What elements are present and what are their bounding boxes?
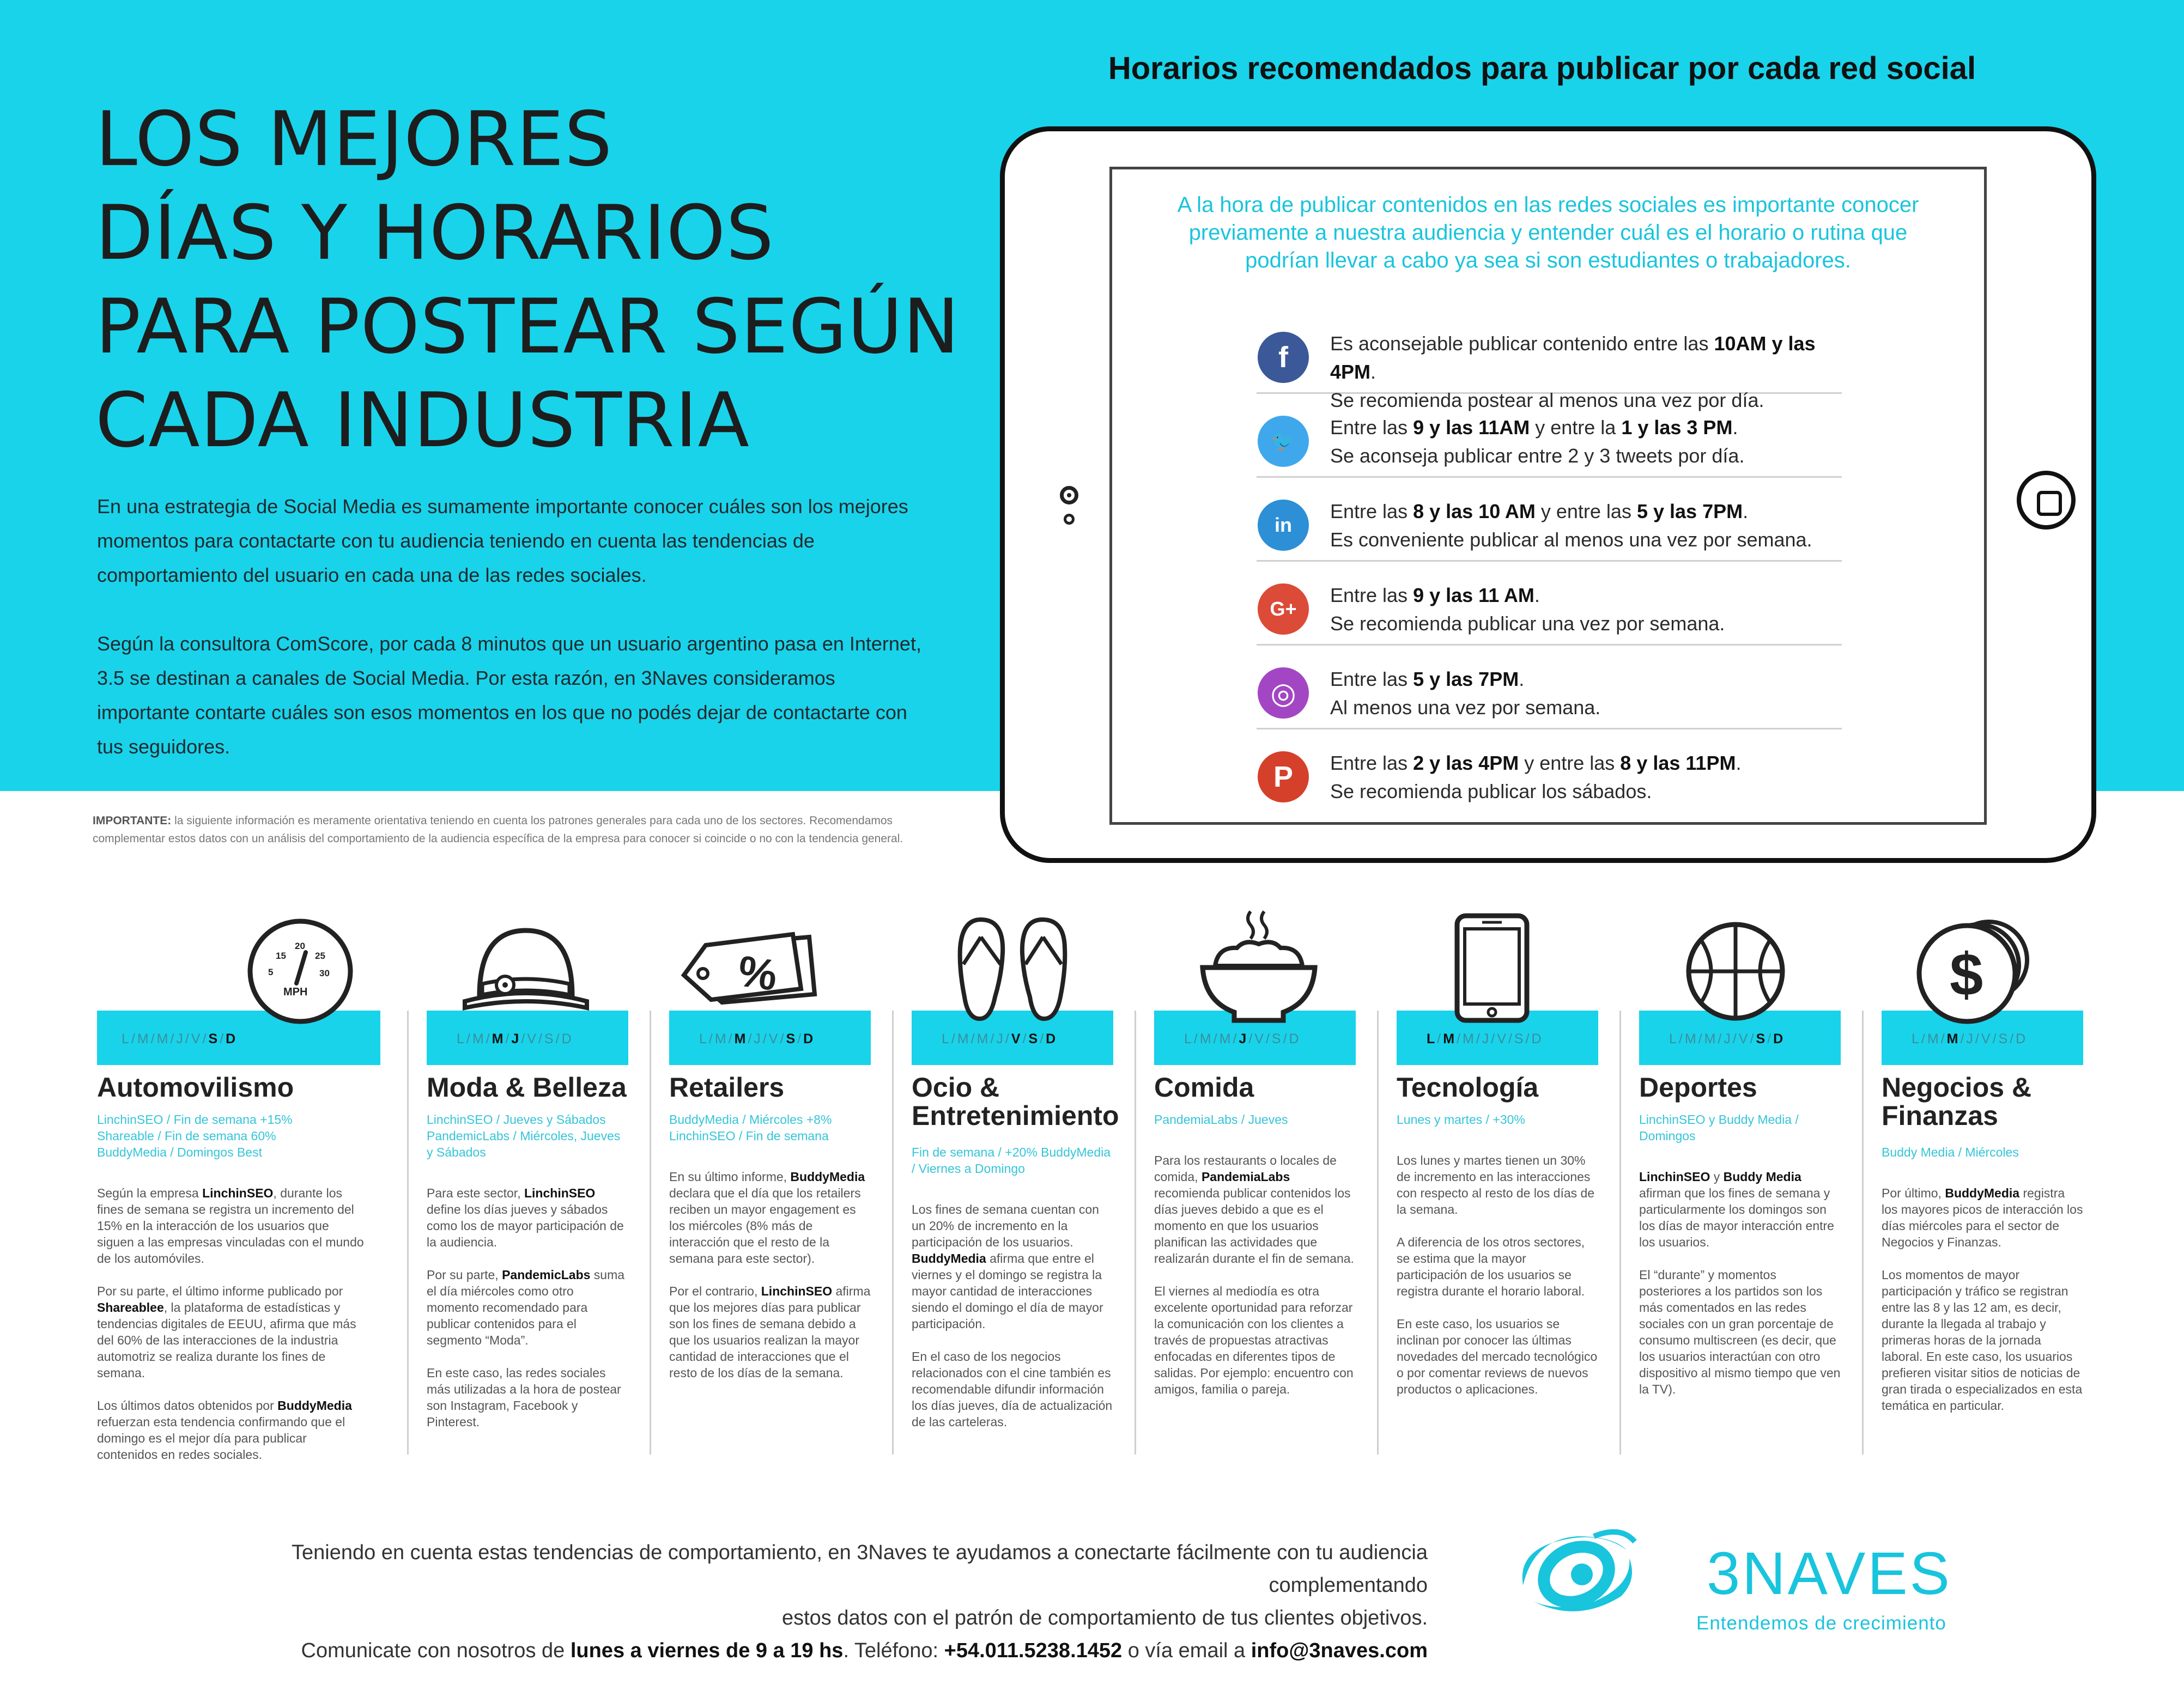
social-row: [1257, 478, 1842, 562]
description-paragraph: [1397, 1234, 1598, 1299]
highlight-text: BuddyMedia: [1945, 1186, 2020, 1200]
day-letter: M: [1463, 1031, 1476, 1047]
day-letter: J: [1724, 1031, 1733, 1047]
social-recommendation: [1330, 497, 1812, 554]
days-of-week: [122, 1031, 238, 1047]
day-letter: L: [942, 1031, 951, 1047]
day-highlight: V: [1011, 1031, 1023, 1047]
body-text: afirma que entre el viernes y el domingo se registra la mayor cantidad de interacciones siendo el domingo el día de mayor participación.: [912, 1251, 1103, 1331]
description-paragraph: [97, 1283, 364, 1381]
social-schedule: [1330, 581, 1725, 610]
industry-description: [912, 1201, 1113, 1446]
description-paragraph: [912, 1348, 1113, 1430]
intro-paragraph: En una estrategia de Social Media es sumamente importante conocer cuáles son los mejores momentos para contactarte con tu audiencia teniendo en cuenta las tendencias de comportamiento del usuario en cada una de las redes sociales.: [97, 495, 908, 586]
tablet-heading: Horarios recomendados para publicar por cada red social: [1108, 51, 1976, 86]
day-letter: L: [457, 1031, 466, 1047]
speedo-tick: 25: [315, 951, 325, 961]
day-letter: V: [768, 1031, 780, 1047]
highlight-text: 10AM y las 4PM: [1330, 332, 1816, 383]
industry-description: [1154, 1152, 1356, 1414]
day-letter: S: [1271, 1031, 1283, 1047]
title-line: DÍAS Y HORARIOS: [95, 189, 774, 277]
highlight-text: 5 y las 7PM: [1636, 500, 1743, 522]
industry-title-retailers: Retailers: [669, 1072, 785, 1103]
social-recommendation: [1330, 413, 1744, 470]
body-text: Los momentos de mayor participación y tráfico se registran entre las 8 y las 12 am, es decir, durante la llegada al trabajo y primeras horas de la jornada laboral. En este caso, los usuarios prefieren visitar sitios de noticias de gran tirada o especializados en esta temática en particular.: [1882, 1268, 2083, 1413]
day-letter: D: [1289, 1031, 1301, 1047]
day-highlight: D: [803, 1031, 816, 1047]
description-paragraph: [1639, 1267, 1841, 1397]
body-text: Por el contrario,: [669, 1284, 761, 1298]
instagram-icon: ◎: [1258, 667, 1309, 719]
day-letter: M: [957, 1031, 971, 1047]
day-separator: /: [1921, 1031, 1927, 1047]
days-of-week: [942, 1031, 1058, 1047]
disclaimer-text: la siguiente información es meramente orientativa teniendo en cuenta los patrones generales para cada uno de los sectores. Recomendamos complementar estos datos con un análisis del comportamiento de la audiencia específica de la empresa para conocer si coincide o no con la tendencia general.: [93, 814, 903, 845]
day-letter: J: [1966, 1031, 1975, 1047]
description-paragraph: [1882, 1267, 2083, 1414]
industry-source: PandemiaLabs / Jueves: [1154, 1112, 1288, 1127]
day-separator: /: [1233, 1031, 1239, 1047]
speedo-tick: 20: [295, 941, 305, 951]
day-separator: /: [1508, 1031, 1514, 1047]
body-text: afirma que los mejores días para publicar son los fines de semana debido a que los usuarios realizan la mayor cantidad de interacciones que el resto de los días de la semana.: [669, 1284, 871, 1380]
industry-title-moda-belleza: Moda & Belleza: [427, 1072, 627, 1103]
speedo-tick: 15: [276, 951, 286, 961]
body-text: Entre las: [1330, 416, 1413, 439]
column-divider: [407, 1011, 409, 1455]
day-separator: /: [1265, 1031, 1272, 1047]
body-text: .: [1736, 752, 1742, 774]
day-separator: /: [1213, 1031, 1220, 1047]
footer-line: Teniendo en cuenta estas tendencias de comportamiento, en 3Naves te ayudamos a conectarte fácilmente con tu audiencia complementando: [292, 1541, 1428, 1597]
highlight-text: BuddyMedia: [277, 1398, 352, 1413]
social-frequency: Es conveniente publicar al menos una vez por semana.: [1330, 528, 1812, 551]
body-text: Según la empresa: [97, 1186, 203, 1200]
body-text: El “durante” y momentos posteriores a los partidos son los más comentados en las redes sociales con un gran porcentaje de consumo multiscreen (es decir, que los usuarios interactúan con otro dispositivo al mismo tiempo que ven la TV).: [1639, 1268, 1841, 1396]
flip-flops-icon: [953, 915, 1072, 1024]
disclaimer: [93, 812, 943, 848]
day-separator: /: [1022, 1031, 1029, 1047]
intro-text: [97, 489, 925, 798]
sensor-icon: [1064, 514, 1075, 525]
social-frequency: Se recomienda postear al menos una vez por día.: [1330, 389, 1764, 411]
day-highlight: S: [1028, 1031, 1040, 1047]
day-letter: L: [122, 1031, 131, 1047]
industry-title-tecnologia: Tecnología: [1397, 1072, 1539, 1103]
description-paragraph: [1882, 1185, 2083, 1250]
social-row: [1257, 729, 1842, 813]
basketball-icon: [1684, 920, 1787, 1023]
day-letter: M: [1684, 1031, 1698, 1047]
body-text: suma el día miércoles como otro momento recomendado para publicar contenidos para el segmento “Moda”.: [427, 1268, 625, 1347]
day-highlight: J: [511, 1031, 521, 1047]
page-title: [95, 93, 967, 467]
description-paragraph: [427, 1267, 628, 1348]
day-separator: /: [1040, 1031, 1046, 1047]
day-highlight: J: [1239, 1031, 1249, 1047]
body-text: , la plataforma de estadísticas y tendencias digitales de EEUU, afirma que más del 60% de las interacciones de la industria automotriz se realiza durante los fines de semana.: [97, 1300, 356, 1380]
body-text: .: [1534, 584, 1540, 606]
highlight-text: 8 y las 11PM: [1620, 752, 1736, 774]
day-separator: /: [1698, 1031, 1704, 1047]
tablet-frame: [1000, 126, 2096, 863]
highlight-text: 8 y las 10 AM: [1413, 500, 1536, 522]
social-row: [1257, 562, 1842, 646]
highlight-text: Buddy Media: [1723, 1170, 1801, 1184]
social-schedule: [1330, 665, 1600, 694]
day-separator: /: [748, 1031, 754, 1047]
highlight-text: 9 y las 11AM: [1413, 416, 1530, 439]
day-separator: /: [1767, 1031, 1774, 1047]
day-letter: V: [1981, 1031, 1993, 1047]
day-separator: /: [1193, 1031, 1200, 1047]
body-text: En su último informe,: [669, 1170, 791, 1184]
day-letter: D: [2016, 1031, 2028, 1047]
description-paragraph: [669, 1283, 871, 1381]
highlight-text: 2 y las 4PM: [1413, 752, 1519, 774]
description-paragraph: [97, 1185, 364, 1267]
title-line: LOS MEJORES: [95, 95, 613, 183]
day-separator: /: [220, 1031, 226, 1047]
company-logo: 3NAVES: [1707, 1540, 1952, 1607]
social-recommendation: [1330, 749, 1741, 806]
coins-icon: [1913, 916, 2033, 1025]
footer-contact: [163, 1634, 1428, 1667]
day-highlight: L: [1427, 1031, 1437, 1047]
body-text: Es aconsejable publicar contenido entre las: [1330, 332, 1714, 355]
industry-description: [1639, 1169, 1841, 1414]
body-text: y entre las: [1535, 500, 1637, 522]
svg-text:%: %: [735, 946, 780, 1000]
day-separator: /: [1005, 1031, 1011, 1047]
social-frequency: Se aconseja publicar entre 2 y 3 tweets por día.: [1330, 445, 1745, 467]
days-of-week: [457, 1031, 574, 1047]
social-recommendation: [1330, 665, 1600, 722]
body-text: En el caso de los negocios relacionados con el cine también es recomendable difundir información los días jueves, día de actualización de las carteleras.: [912, 1349, 1113, 1429]
industry-source: LinchinSEO y Buddy Media / Domingos: [1639, 1112, 1799, 1143]
day-separator: /: [1437, 1031, 1443, 1047]
highlight-text: LinchinSEO: [761, 1284, 833, 1298]
highlight-text: 1 y las 3 PM: [1621, 416, 1733, 439]
day-highlight: M: [492, 1031, 506, 1047]
day-letter: M: [976, 1031, 991, 1047]
body-text: refuerzan esta tendencia confirmando que el domingo es el mejor día para publicar contenidos en redes sociales.: [97, 1415, 345, 1462]
body-text: En este caso, las redes sociales más utilizadas a la hora de postear son Instagram, Facebook y Pinterest.: [427, 1366, 621, 1429]
body-text: Entre las: [1330, 500, 1413, 522]
body-text: y: [1710, 1170, 1724, 1184]
highlight-text: PandemiaLabs: [1201, 1170, 1290, 1184]
day-letter: M: [156, 1031, 171, 1047]
body-text: Por su parte,: [427, 1268, 502, 1282]
day-highlight: S: [1756, 1031, 1768, 1047]
day-separator: /: [1248, 1031, 1255, 1047]
day-letter: M: [714, 1031, 729, 1047]
day-separator: /: [1491, 1031, 1497, 1047]
day-highlight: D: [1773, 1031, 1786, 1047]
industry-source: Buddy Media / Miércoles: [1882, 1145, 2019, 1159]
food-bowl-icon: [1196, 909, 1321, 1026]
day-separator: /: [1718, 1031, 1724, 1047]
days-of-week: [1184, 1031, 1301, 1047]
company-tagline: Entendemos de crecimiento: [1696, 1613, 1946, 1634]
svg-text:$: $: [1950, 941, 1983, 1008]
day-letter: M: [1199, 1031, 1214, 1047]
industry-source: LinchinSEO / Fin de semana +15% Shareable / Fin de semana 60% BuddyMedia / Domingos Best: [97, 1112, 293, 1159]
day-separator: /: [1457, 1031, 1463, 1047]
footer-text: [163, 1536, 1428, 1667]
body-text: .: [1732, 416, 1738, 439]
highlight-text: BuddyMedia: [912, 1251, 986, 1266]
day-separator: /: [970, 1031, 977, 1047]
day-separator: /: [185, 1031, 191, 1047]
body-text: define los días jueves y sábados como los de mayor participación de la audiencia.: [427, 1202, 624, 1249]
description-paragraph: [97, 1397, 364, 1463]
social-schedule: [1330, 330, 1842, 386]
days-of-week: [1669, 1031, 1785, 1047]
footer-line: estos datos con el patrón de comportamiento de tus clientes objetivos.: [781, 1607, 1428, 1629]
day-separator: /: [990, 1031, 997, 1047]
social-frequency: Al menos una vez por semana.: [1330, 696, 1601, 719]
intro-paragraph: Según la consultora ComScore, por cada 8 minutos que un usuario argentino pasa en Internet, 3.5 se destinan a canales de Social Media. Por esta razón, en 3Naves consideramos importante contarte cuáles son esos momentos en los que no podés dejar de contactarte con tus seguidores.: [97, 632, 921, 758]
day-letter: M: [137, 1031, 151, 1047]
social-row: [1257, 310, 1842, 411]
industry-title-comida: Comida: [1154, 1072, 1254, 1103]
day-separator: /: [466, 1031, 472, 1047]
social-recommendation: [1330, 581, 1725, 638]
body-text: Los lunes y martes tienen un 30% de incremento en las interacciones con respecto al resto de los días de la semana.: [1397, 1153, 1595, 1216]
day-letter: L: [1912, 1031, 1921, 1047]
description-paragraph: [1639, 1169, 1841, 1250]
industry-description: [669, 1169, 871, 1397]
speedometer-icon: [244, 915, 356, 1027]
camera-icon: [1060, 486, 1078, 504]
day-separator: /: [2010, 1031, 2016, 1047]
highlight-text: Shareablee: [97, 1300, 164, 1315]
day-highlight: M: [1946, 1031, 1961, 1047]
day-letter: M: [1219, 1031, 1233, 1047]
day-separator: /: [1476, 1031, 1482, 1047]
body-text: A diferencia de los otros sectores, se estima que la mayor participación de los usuarios se registra durante el horario laboral.: [1397, 1235, 1585, 1298]
day-separator: /: [202, 1031, 209, 1047]
title-line: PARA POSTEAR SEGÚN: [95, 283, 960, 370]
days-of-week: [699, 1031, 815, 1047]
day-letter: V: [1254, 1031, 1266, 1047]
day-letter: L: [699, 1031, 709, 1047]
pinterest-icon: P: [1258, 751, 1309, 802]
body-text: Para los restaurants o locales de comida,: [1154, 1153, 1337, 1184]
day-letter: J: [996, 1031, 1005, 1047]
day-letter: M: [1927, 1031, 1941, 1047]
description-paragraph: [427, 1365, 628, 1430]
body-text: Por último,: [1882, 1186, 1945, 1200]
body-text: registra los mayores picos de interacción los días miércoles para el sector de Negocios y Finanzas.: [1882, 1186, 2083, 1249]
day-highlight: S: [786, 1031, 798, 1047]
office-hours: lunes a viernes de 9 a 19 hs: [570, 1639, 844, 1662]
linkedin-icon: in: [1258, 500, 1309, 551]
body-text: Entre las: [1330, 584, 1413, 606]
day-letter: L: [1669, 1031, 1679, 1047]
body-text: Los fines de semana cuentan con un 20% de incremento en la participación de los usuarios.: [912, 1202, 1099, 1249]
social-row: [1257, 394, 1842, 478]
industry-description: [427, 1185, 628, 1446]
body-text: El viernes al mediodía es otra excelente oportunidad para reforzar la comunicación con los clientes a través de propuestas atractivas enfocadas en diferentes tipos de salidas. Por ejemplo: encuentro con amigos, familia o pareja.: [1154, 1284, 1354, 1396]
day-letter: V: [527, 1031, 538, 1047]
day-separator: /: [1283, 1031, 1289, 1047]
industry-title-negocios-finanzas: Negocios & Finanzas: [1882, 1072, 2032, 1131]
days-of-week: [1427, 1031, 1544, 1047]
social-schedule: [1330, 749, 1741, 777]
day-separator: /: [728, 1031, 735, 1047]
industry-source: BuddyMedia / Miércoles +8% LinchinSEO / Fin de semana: [669, 1112, 832, 1143]
day-separator: /: [780, 1031, 786, 1047]
description-paragraph: [912, 1201, 1113, 1332]
day-separator: /: [150, 1031, 157, 1047]
logo-orbit-icon: [1512, 1520, 1643, 1626]
body-text: Por su parte, el último informe publicado por: [97, 1284, 343, 1298]
day-separator: /: [505, 1031, 512, 1047]
body-text: , durante los fines de semana se registra un incremento del 15% en la interacción de los usuarios que siguen a las empresas vinculadas con el mundo de los automóviles.: [97, 1186, 364, 1266]
highlight-text: PandemicLabs: [502, 1268, 591, 1282]
day-separator: /: [538, 1031, 544, 1047]
day-letter: J: [176, 1031, 185, 1047]
body-text: Los últimos datos obtenidos por: [97, 1398, 278, 1413]
days-of-week: [1912, 1031, 2028, 1047]
body-text: .: [1743, 500, 1749, 522]
industry-description: [1882, 1185, 2083, 1430]
social-schedule: [1330, 497, 1812, 526]
body-text: recomienda publicar contenidos los días jueves debido a que es el momento en que los usuarios planifican las actividades que realizarán durante el fin de semana.: [1154, 1186, 1354, 1266]
body-text: .: [1370, 361, 1376, 383]
twitter-icon: 🐦: [1258, 416, 1309, 467]
day-highlight: M: [1443, 1031, 1457, 1047]
body-text: Entre las: [1330, 668, 1413, 690]
body-text: En este caso, los usuarios se inclinan por conocer las últimas novedades del mercado tecnológico o por comentar reviews de nuevos productos o aplicaciones.: [1397, 1317, 1598, 1396]
body-text: y entre la: [1530, 416, 1622, 439]
body-text: Para este sector,: [427, 1186, 524, 1200]
social-frequency: Se recomienda publicar una vez por semana.: [1330, 612, 1725, 635]
day-letter: S: [544, 1031, 556, 1047]
day-letter: M: [472, 1031, 486, 1047]
day-separator: /: [521, 1031, 527, 1047]
day-separator: /: [762, 1031, 769, 1047]
smartphone-icon: [1454, 913, 1530, 1024]
day-separator: /: [170, 1031, 177, 1047]
disclaimer-label: IMPORTANTE:: [93, 814, 172, 827]
day-letter: V: [1738, 1031, 1750, 1047]
social-row: [1257, 646, 1842, 729]
speedo-tick: 30: [319, 968, 330, 978]
social-network-list: [1257, 310, 1842, 813]
description-paragraph: [427, 1185, 628, 1250]
day-separator: /: [1750, 1031, 1756, 1047]
home-button-icon: [2017, 471, 2076, 530]
day-letter: V: [1497, 1031, 1508, 1047]
body-text: Entre las: [1330, 752, 1413, 774]
day-highlight: S: [208, 1031, 220, 1047]
day-highlight: M: [734, 1031, 748, 1047]
industry-title-deportes: Deportes: [1639, 1072, 1757, 1103]
facebook-icon: f: [1258, 332, 1309, 383]
hat-icon: [460, 920, 591, 1023]
day-letter: M: [1704, 1031, 1718, 1047]
day-letter: D: [1531, 1031, 1544, 1047]
day-separator: /: [1992, 1031, 1999, 1047]
day-separator: /: [131, 1031, 137, 1047]
day-separator: /: [486, 1031, 492, 1047]
highlight-text: LinchinSEO: [1639, 1170, 1710, 1184]
industry-description: [97, 1185, 364, 1479]
day-letter: D: [561, 1031, 574, 1047]
industry-title-ocio-entretenimiento: Ocio & Entretenimiento: [912, 1072, 1119, 1131]
day-separator: /: [797, 1031, 804, 1047]
day-letter: S: [1514, 1031, 1526, 1047]
day-highlight: D: [1046, 1031, 1058, 1047]
body-text: y entre las: [1519, 752, 1621, 774]
price-tag-icon: [678, 923, 820, 1021]
industry-title-automovilismo: Automovilismo: [97, 1072, 294, 1103]
social-frequency: Se recomienda publicar los sábados.: [1330, 780, 1652, 802]
speedo-tick: 5: [268, 967, 274, 977]
industry-source: Fin de semana / +20% BuddyMedia / Viernes a Domingo: [912, 1145, 1111, 1176]
description-paragraph: [1397, 1152, 1598, 1218]
highlight-text: 9 y las 11 AM: [1413, 584, 1534, 606]
day-separator: /: [1732, 1031, 1739, 1047]
speedo-unit: MPH: [283, 986, 308, 998]
day-separator: /: [708, 1031, 715, 1047]
highlight-text: 5 y las 7PM: [1413, 668, 1519, 690]
day-separator: /: [1940, 1031, 1947, 1047]
highlight-text: BuddyMedia: [790, 1170, 865, 1184]
footer-contact-text: . Teléfono:: [843, 1639, 944, 1662]
day-separator: /: [951, 1031, 957, 1047]
highlight-text: LinchinSEO: [202, 1186, 274, 1200]
phone-link[interactable]: +54.011.5238.1452: [944, 1639, 1123, 1662]
body-text: declara que el día que los retailers reciben un mayor engagement es los miércoles (8% más de interacción que el resto de la semana para este sector).: [669, 1186, 861, 1266]
title-line: CADA INDUSTRIA: [95, 376, 750, 464]
description-paragraph: [1154, 1283, 1356, 1397]
day-letter: V: [191, 1031, 203, 1047]
day-separator: /: [1975, 1031, 1981, 1047]
body-text: .: [1519, 668, 1525, 690]
industry-source: LinchinSEO / Jueves y Sábados PandemicLabs / Miércoles, Jueves y Sábados: [427, 1112, 621, 1159]
day-letter: S: [1998, 1031, 2010, 1047]
social-schedule: [1330, 413, 1744, 442]
description-paragraph: [669, 1169, 871, 1267]
footer-contact-text: Comunicate con nosotros de: [301, 1639, 571, 1662]
industry-description: [1397, 1152, 1598, 1414]
day-letter: L: [1184, 1031, 1194, 1047]
email-link[interactable]: info@3naves.com: [1251, 1639, 1428, 1662]
day-separator: /: [555, 1031, 562, 1047]
day-separator: /: [1678, 1031, 1685, 1047]
day-separator: /: [1525, 1031, 1532, 1047]
google-plus-icon: G+: [1258, 583, 1309, 635]
day-separator: /: [1960, 1031, 1967, 1047]
highlight-text: LinchinSEO: [524, 1186, 596, 1200]
description-paragraph: [1154, 1152, 1356, 1267]
tablet-screen: [1109, 167, 1987, 825]
description-paragraph: [1397, 1316, 1598, 1397]
day-letter: J: [754, 1031, 763, 1047]
industry-source: Lunes y martes / +30%: [1397, 1112, 1525, 1127]
day-letter: J: [1482, 1031, 1491, 1047]
tablet-intro: A la hora de publicar contenidos en las redes sociales es importante conocer previamente a nuestra audiencia y entender cuál es el horario o rutina que podrían llevar a cabo ya sea si son estudiantes o trabajadores.: [1177, 193, 1919, 272]
body-text: afirman que los fines de semana y particularmente los domingos son los días de mayor interacción entre los usuarios.: [1639, 1186, 1834, 1249]
day-highlight: D: [226, 1031, 238, 1047]
footer-contact-text: o vía email a: [1122, 1639, 1251, 1662]
